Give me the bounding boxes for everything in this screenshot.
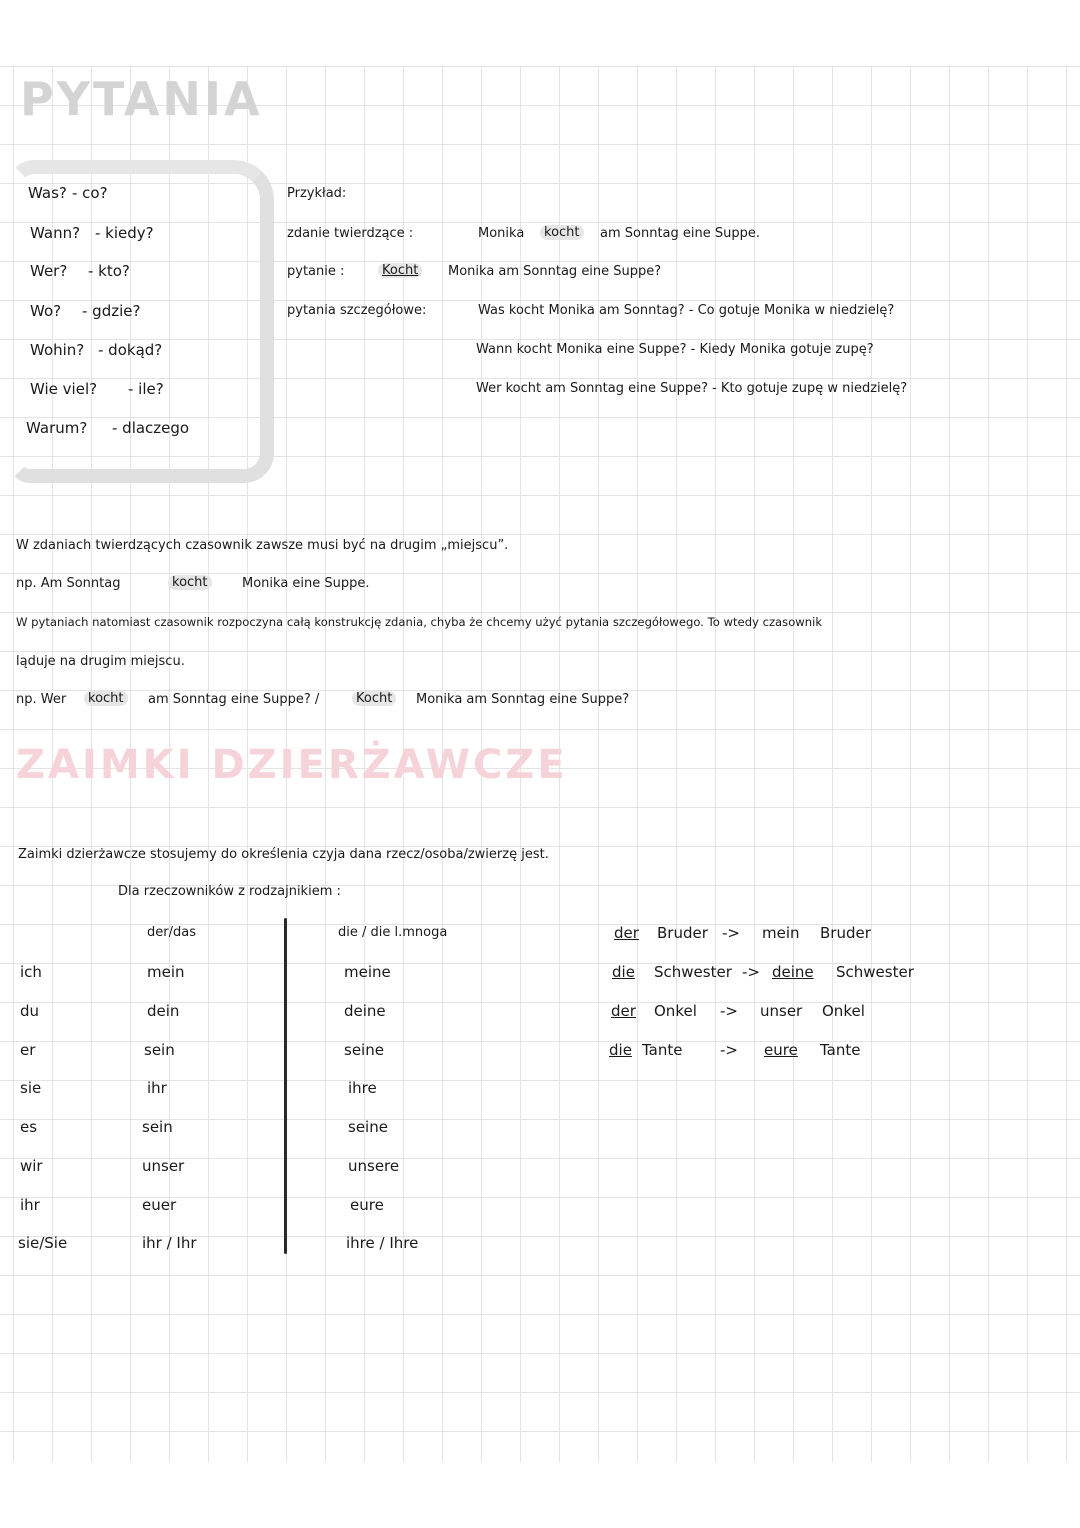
row-die: deine [344,1002,386,1020]
qw-pl-0: - co? [72,184,108,202]
row-der-das: sein [142,1118,173,1136]
row-die: meine [344,963,391,981]
ex-noun: Tante [642,1041,683,1059]
ex-result: Bruder [820,924,871,942]
row-pronoun: ich [20,963,42,981]
row-die: seine [344,1041,384,1059]
qw-de-3: Wo? [30,302,62,320]
rule-line-5-suffix: Monika am Sonntag eine Suppe? [416,692,630,707]
ex-result: Onkel [822,1002,865,1020]
statement-part-2: am Sonntag eine Suppe. [600,226,760,241]
rule-line-5-prefix: np. Wer [16,692,67,707]
row-der-das: ihr / Ihr [142,1234,197,1252]
rule-line-2-verb: kocht [168,575,212,590]
example-heading: Przykład: [287,186,347,201]
qw-pl-4: - dokąd? [98,341,163,359]
col-head-die: die / die l.mnoga [338,925,448,940]
qw-de-4: Wohin? [30,341,85,359]
row-der-das: euer [142,1196,177,1214]
detailed-label: pytania szczegółowe: [287,303,427,318]
ex-pronoun: deine [772,963,814,981]
table-divider-line [284,918,287,1254]
question-part-1: Monika am Sonntag eine Suppe? [448,264,662,279]
qw-de-5: Wie viel? [30,380,98,398]
row-pronoun: es [20,1118,38,1136]
row-die: unsere [348,1157,400,1175]
ex-noun: Schwester [654,963,732,981]
row-die: eure [350,1196,384,1214]
ex-article: die [612,963,635,981]
qw-pl-2: - kto? [88,262,130,280]
ex-result: Tante [820,1041,861,1059]
row-pronoun: sie [20,1079,42,1097]
ex-arrow: -> [722,924,740,942]
row-die: seine [348,1118,388,1136]
zaimki-intro: Zaimki dzierżawcze stosujemy do określenia czyja dana rzecz/osoba/zwierzę jest. [18,847,549,862]
statement-part-0: Monika [478,226,525,241]
row-pronoun: er [20,1041,36,1059]
question-label: pytanie : [287,264,345,279]
qw-pl-3: - gdzie? [82,302,141,320]
row-der-das: unser [142,1157,185,1175]
row-der-das: dein [147,1002,180,1020]
qw-de-0: Was? [28,184,67,202]
row-der-das: mein [147,963,185,981]
detailed-2: Wer kocht am Sonntag eine Suppe? - Kto gotuje zupę w niedzielę? [476,381,908,396]
ex-noun: Bruder [657,924,708,942]
qw-de-1: Wann? [30,224,81,242]
title-pytania: PYTANIA [20,72,263,126]
ex-arrow: -> [720,1041,738,1059]
page-margin-top [0,0,1080,66]
ex-pronoun: eure [764,1041,798,1059]
row-der-das: sein [144,1041,175,1059]
ex-arrow: -> [742,963,760,981]
qw-de-6: Warum? [26,419,88,437]
ex-noun: Onkel [654,1002,697,1020]
row-pronoun: wir [20,1157,43,1175]
rule-line-5-verb-2: Kocht [352,691,396,706]
rule-line-2-prefix: np. Am Sonntag [16,576,121,591]
detailed-1: Wann kocht Monika eine Suppe? - Kiedy Monika gotuje zupę? [476,342,874,357]
zaimki-sub: Dla rzeczowników z rodzajnikiem : [118,884,341,899]
ex-result: Schwester [836,963,914,981]
ex-pronoun: mein [762,924,800,942]
qw-pl-5: - ile? [128,380,164,398]
qw-de-2: Wer? [30,262,68,280]
qw-pl-6: - dlaczego [112,419,190,437]
rule-line-3: W pytaniach natomiast czasownik rozpoczyna całą konstrukcję zdania, chyba że chcemy użyć pytania szczegółowego. To wtedy czasownik [16,615,823,629]
row-pronoun: ihr [20,1196,40,1214]
row-die: ihre [348,1079,377,1097]
rule-line-2-suffix: Monika eine Suppe. [242,576,370,591]
row-die: ihre / Ihre [346,1234,419,1252]
detailed-0: Was kocht Monika am Sonntag? - Co gotuje Monika w niedzielę? [478,303,895,318]
statement-label: zdanie twierdzące : [287,226,414,241]
ex-article: der [611,1002,636,1020]
qw-pl-1: - kiedy? [95,224,154,242]
ex-article: der [614,924,639,942]
ex-article: die [609,1041,632,1059]
ex-arrow: -> [720,1002,738,1020]
rule-line-5-verb-1: kocht [84,691,128,706]
rule-line-5-mid: am Sonntag eine Suppe? / [148,692,320,707]
ex-pronoun: unser [760,1002,803,1020]
row-pronoun: du [20,1002,40,1020]
rule-line-1: W zdaniach twierdzących czasownik zawsze musi być na drugim „miejscu”. [16,538,509,553]
rule-line-4: ląduje na drugim miejscu. [16,654,185,669]
row-der-das: ihr [147,1079,167,1097]
col-head-der-das: der/das [147,925,196,940]
row-pronoun: sie/Sie [18,1234,68,1252]
page-margin-bottom [0,1462,1080,1528]
statement-verb: kocht [540,225,584,240]
question-verb: Kocht [378,263,422,278]
title-zaimki: ZAIMKI DZIERŻAWCZE [16,742,568,788]
